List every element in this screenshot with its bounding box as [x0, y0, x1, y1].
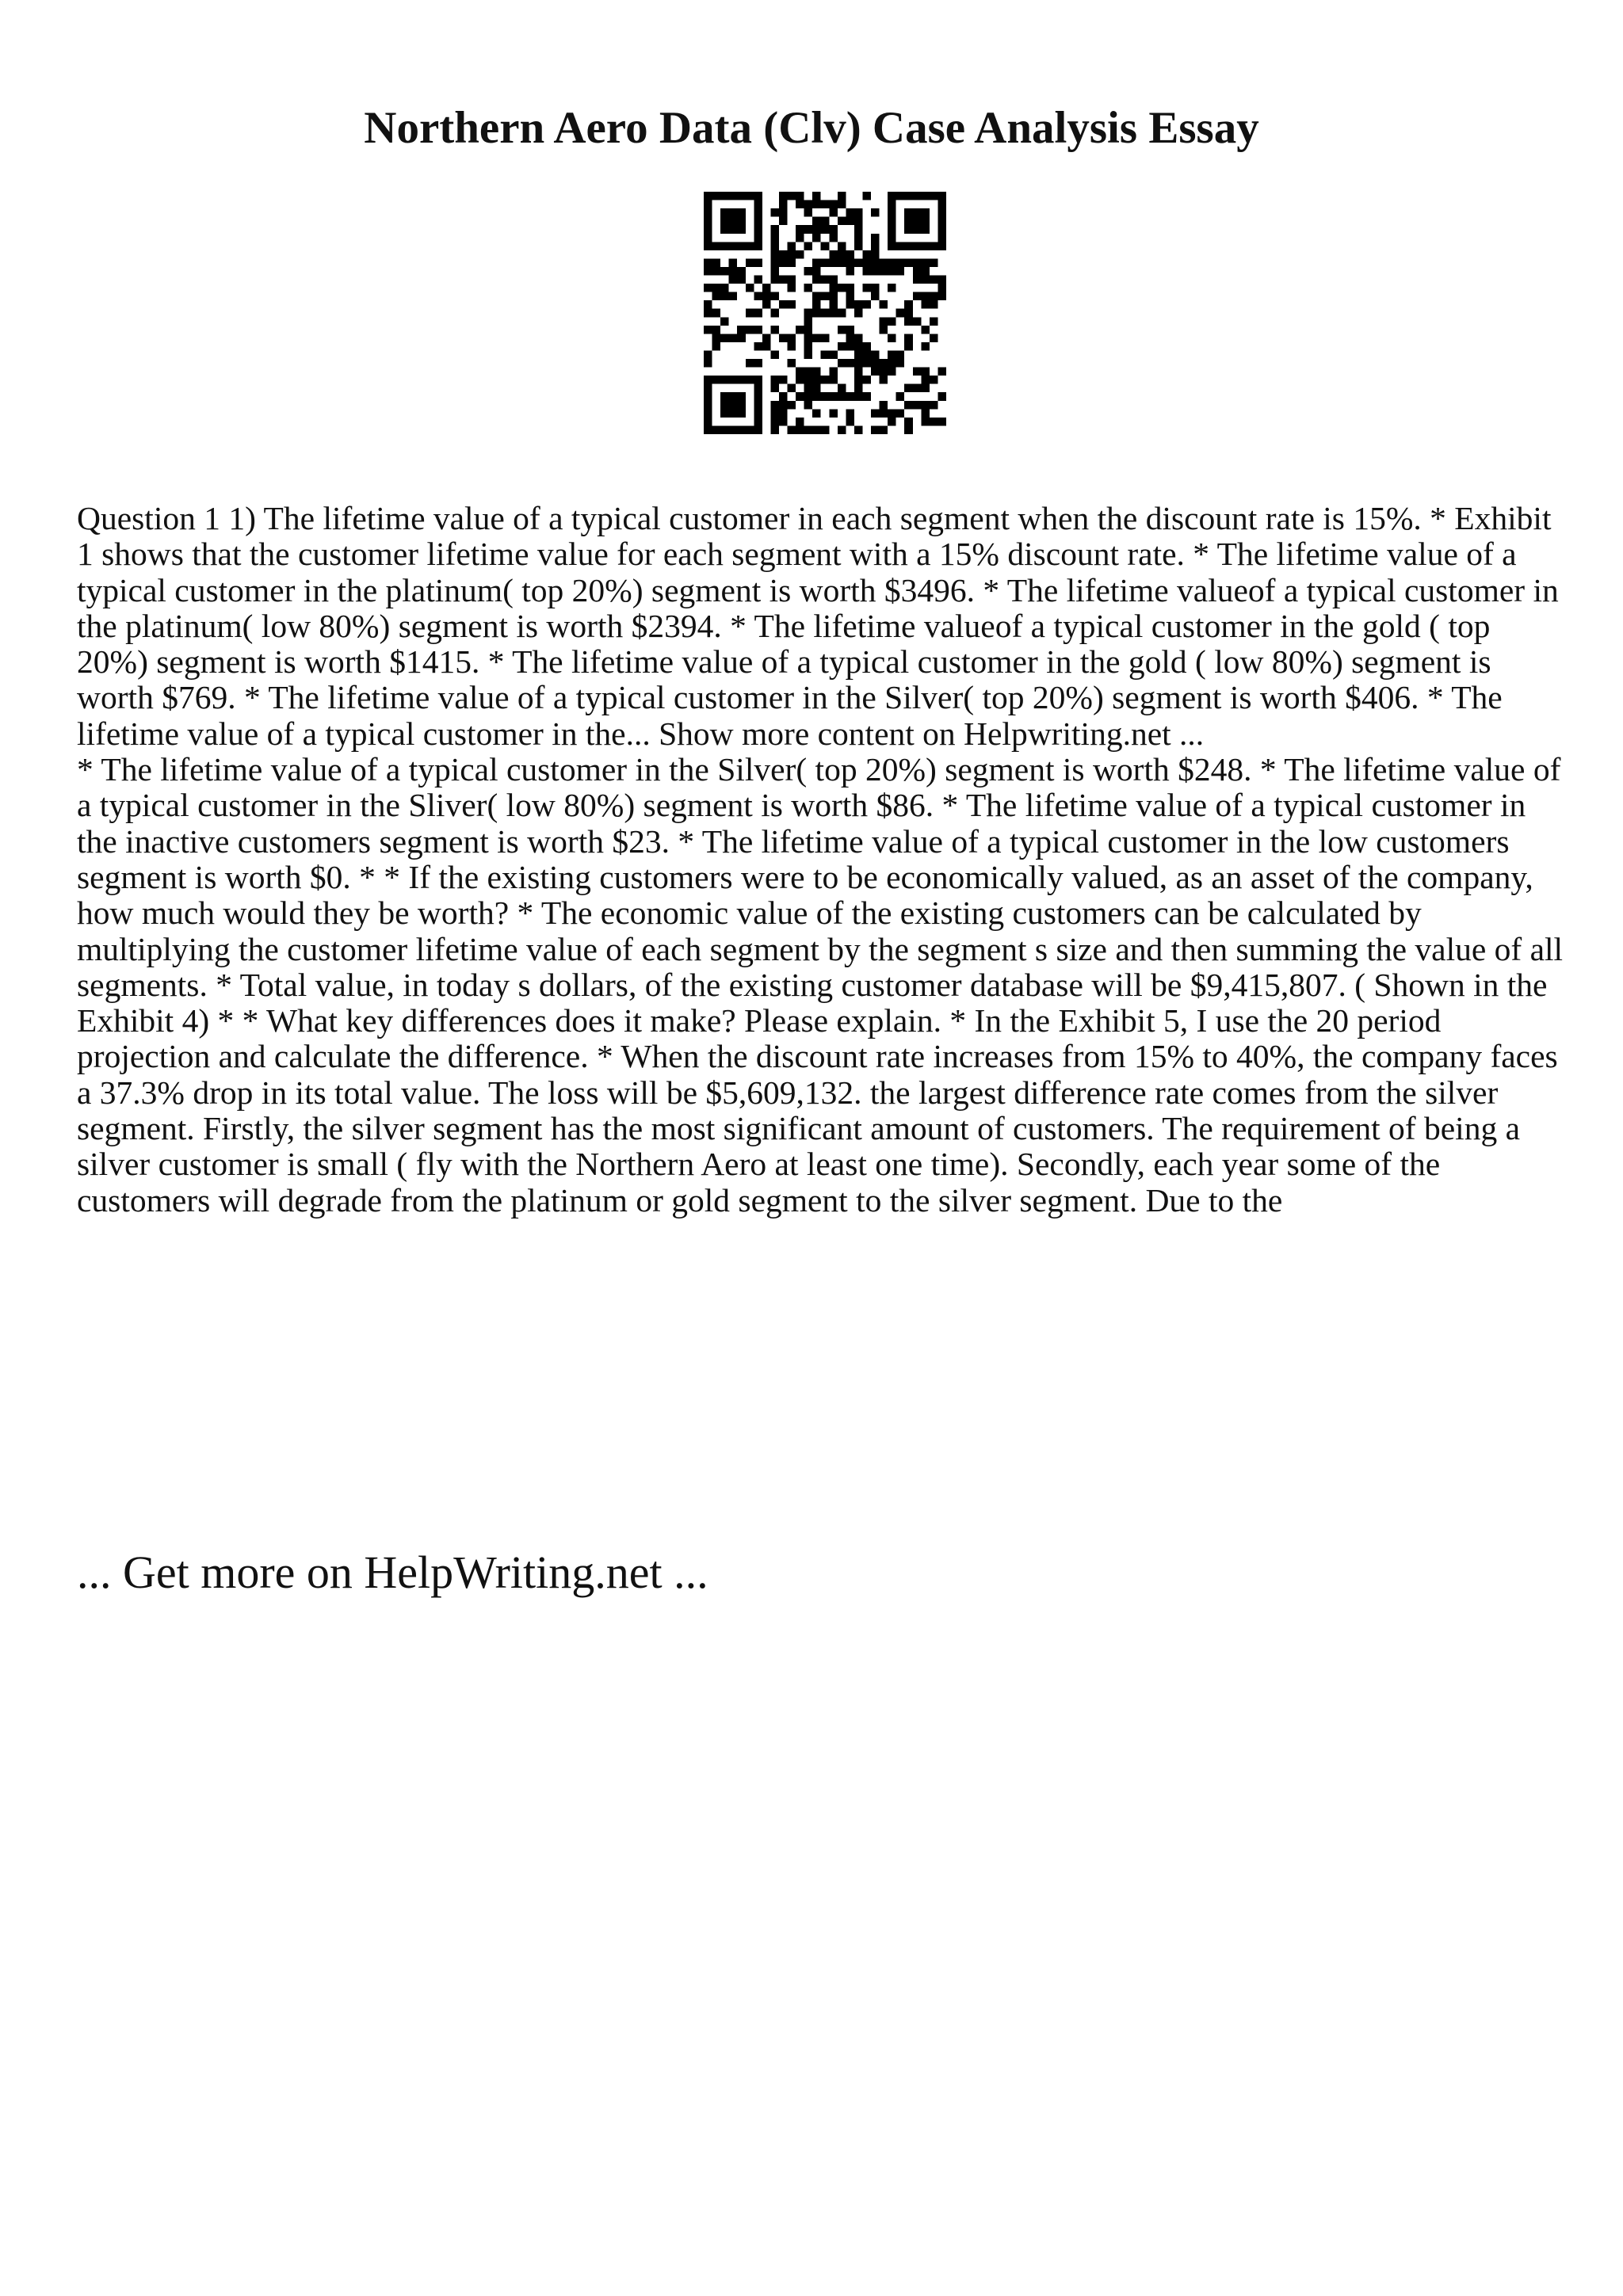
essay-body	[77, 501, 1567, 1219]
page-title: Northern Aero Data (Clv) Case Analysis Essay	[364, 103, 1259, 153]
essay-paragraph-1: Question 1 1) The lifetime value of a typical customer in each segment when the discount rate is 15%. * Exhibit 1 shows that the customer lifetime value for each segment with a 15% discount rate. * The lifetime value of a typical customer in the platinum( top 20%) segment is worth $3496. * The lifetime valueof a typical customer in the platinum( low 80%) segment is worth $2394. * The lifetime valueof a typical customer in the gold ( top 20%) segment is worth $1415. * The lifetime value of a typical customer in the gold ( low 80%) segment is worth $769. * The lifetime value of a typical customer in the Silver( top 20%) segment is worth $406. * The lifetime value of a typical customer in the... Show more content on Helpwriting.net ...	[77, 500, 1559, 752]
qr-code-icon	[704, 192, 946, 434]
get-more-link[interactable]: ... Get more on HelpWriting.net ...	[77, 1547, 708, 1598]
essay-paragraph-2: * The lifetime value of a typical customer in the Silver( top 20%) segment is worth $248. * The lifetime value of a typical customer in the Sliver( low 80%) segment is worth $86. * The lifetime value of a typical customer in the inactive customers segment is worth $23. * The lifetime value of a typical customer in the low customers segment is worth $0. * * If the existing customers were to be economically valued, as an asset of the company, how much would they be worth? * The economic value of the existing customers can be calculated by multiplying the customer lifetime value of each segment by the segment s size and then summing the value of all segments. * Total value, in today s dollars, of the existing customer database will be $9,415,807. ( Shown in the Exhibit 4) * * What key differences does it make? Please explain. * In the Exhibit 5, I use the 20 period projection and calculate the difference. * When the discount rate increases from 15% to 40%, the company faces a 37.3% drop in its total value. The loss will be $5,609,132. the largest difference rate comes from the silver segment. Firstly, the silver segment has the most significant amount of customers. The requirement of being a silver customer is small ( fly with the Northern Aero at least one time). Secondly, each year some of the customers will degrade from the platinum or gold segment to the silver segment. Due to the	[77, 751, 1564, 1219]
